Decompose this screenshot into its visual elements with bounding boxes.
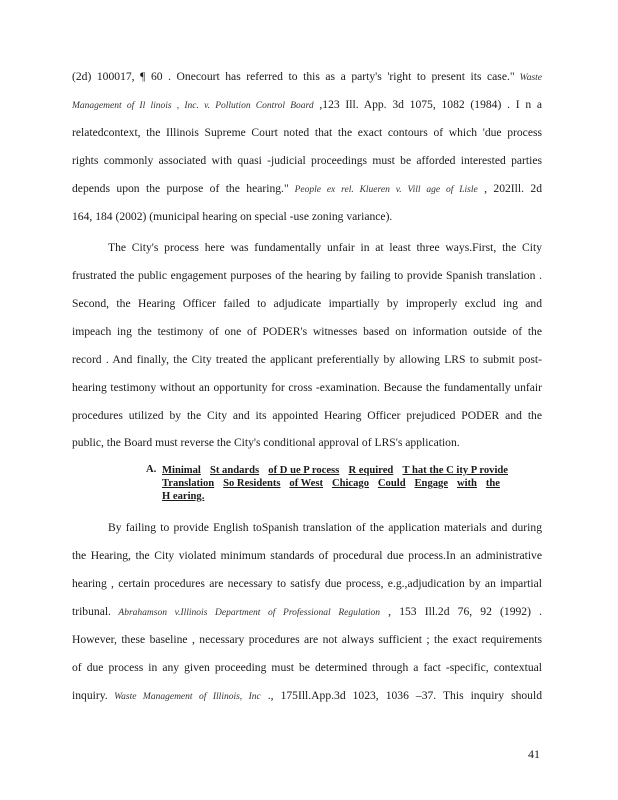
para2-line-7: procedures utilized by the City and its appointed Hearing Officer prejudiced PODER and the [72,409,542,422]
heading-word: with [456,478,477,489]
case-citation: People ex rel. Klueren v. Vill age of Lisle [288,185,478,195]
text-run: tribunal. [72,605,111,618]
text-run: By failing to provide English toSpanish translation of the application materials and during [108,521,542,534]
heading-word: of West [289,478,324,489]
text-run: However, these baseline , necessary procedures are not always sufficient ; the exact requirements [72,633,542,646]
para3-line-6 [72,661,542,675]
case-citation: Abrahamson v.Illinois Department of Professional Regulation [110,608,381,618]
text-run: (2d) 100017, ¶ 60 . Onecourt has referred to this as a party's 'right to present its case." [72,70,515,83]
para2-line-5: record . And finally, the City treated the applicant preferentially by allowing LRS to submit post- [72,353,542,366]
heading-row-3 [162,490,508,503]
para2-line-1: The City's process here was fundamentally unfair in at least three ways.First, the City [108,241,542,254]
para1-line-3 [72,126,542,140]
para2-line-4: impeach ing the testimony of one of PODER's witnesses based on information outside of the [72,325,542,338]
heading-word: T hat the C ity P rovide [402,465,508,476]
text-run: ., 175Ill.App.3d 1023, 1036 –37. This inquiry should [260,689,542,702]
text-run: relatedcontext, the Illinois Supreme Court noted that the exact contours of which 'due process [72,126,542,139]
case-citation: Waste [514,73,542,83]
heading-word: of D ue P rocess [268,465,340,476]
heading-word: R equired [348,465,394,476]
para1-line-4 [72,154,542,168]
text-run: the Hearing, the City violated minimum standards of procedural due process.In an administrative [72,549,542,562]
text-run: , 153 Ill.2d 76, 92 (1992) . [380,605,542,618]
case-citation: Management of Il linois , Inc. v. Pollution Control Board [72,101,314,111]
text-run: ,123 Ill. App. 3d 1075, 1082 (1984) . I n a [313,98,542,111]
section-marker: A. [146,464,157,475]
heading-word: Could [377,478,406,489]
para1-line-1 [72,70,542,85]
heading-word: H earing. [162,491,205,502]
text-run: inquiry. [72,689,108,702]
case-citation: Waste Management of Illinois, Inc [107,692,261,702]
para2-line-3: Second, the Hearing Officer failed to adjudicate impartially by improperly exclud ing and [72,297,542,310]
heading-word: Chicago [331,478,370,489]
text-run: rights commonly associated with quasi -judicial proceedings must be afforded interested parties [72,154,542,167]
para1-line-2 [72,98,542,113]
para3-line-3 [72,577,542,591]
para3-line-4 [72,605,542,620]
para2-line-8: public, the Board must reverse the City's conditional approval of LRS's application. [72,436,460,449]
section-heading [162,464,508,503]
heading-word: Engage [414,478,449,489]
para3-line-5 [72,633,542,647]
para2-line-2: frustrated the public engagement purposes of the hearing by failing to provide Spanish translation . [72,269,542,282]
text-run: depends upon the purpose of the hearing." [72,182,289,195]
para1-line-6 [72,210,542,224]
para3-line-2 [72,549,542,563]
para3-line-1 [108,521,542,535]
para2-line-6: hearing testimony without an opportunity for cross -examination. Because the fundamentally unfair [72,381,542,394]
heading-word: Translation [162,478,215,489]
heading-word: the [485,478,500,489]
heading-word: Minimal [162,465,201,476]
text-run: 164, 184 (2002) (municipal hearing on special -use zoning variance). [72,210,393,223]
para3-line-7 [72,689,542,704]
heading-row-2 [162,477,500,490]
heading-word: So Residents [223,478,281,489]
text-run: , 202Ill. 2d [477,182,543,195]
page-number: 41 [528,747,540,761]
text-run: of due process in any given proceeding must be determined through a fact -specific, contextual [72,661,542,674]
text-run: hearing , certain procedures are necessary to satisfy due process, e.g.,adjudication by an impartial [72,577,542,590]
heading-word: St andards [209,465,260,476]
heading-row-1 [162,464,508,477]
para1-line-5 [72,182,542,197]
